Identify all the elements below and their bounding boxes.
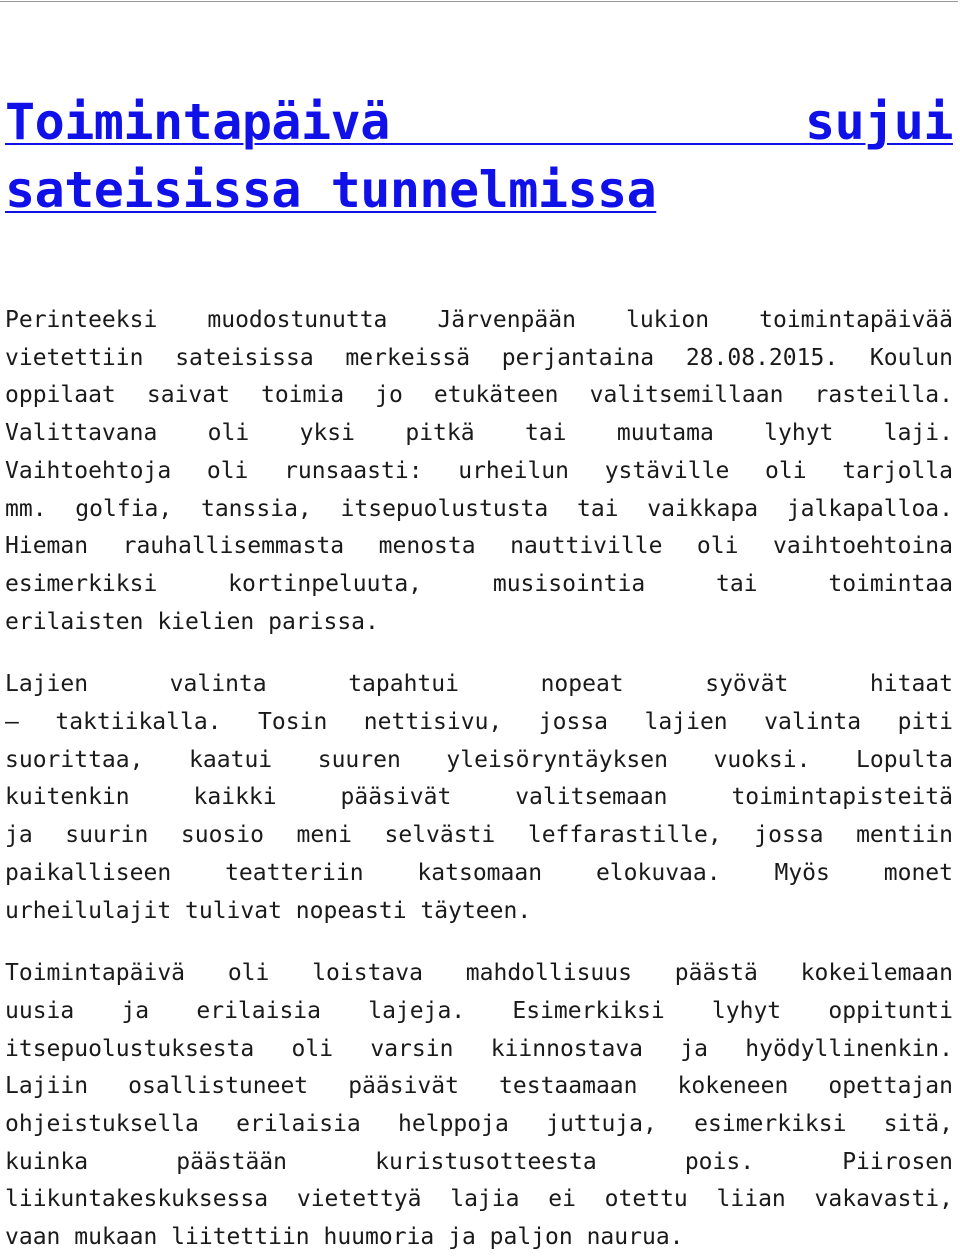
article-title-link[interactable] xyxy=(5,88,953,224)
article xyxy=(5,88,953,1257)
paragraph-line: erilaisten kielien parissa. xyxy=(5,608,379,635)
paragraph-2 xyxy=(5,666,953,930)
paragraph-3 xyxy=(5,955,953,1257)
paragraph-line: Lajien valinta tapahtui nopeat syövät hitaat xyxy=(5,671,953,698)
paragraph-line: paikalliseen teatteriin katsomaan elokuvaa. Myös monet xyxy=(5,859,953,886)
title-line-1[interactable]: Toimintapäivä sujui xyxy=(5,93,953,151)
top-divider xyxy=(0,1,958,2)
paragraph-line: Valittavana oli yksi pitkä tai muutama lyhyt laji. xyxy=(5,420,953,447)
paragraph-line: Lajiin osallistuneet pääsivät testaamaan kokeneen opettajan xyxy=(5,1073,953,1100)
title-line-2[interactable]: sateisissa tunnelmissa xyxy=(5,161,657,219)
paragraph-line: oppilaat saivat toimia jo etukäteen valitsemillaan rasteilla. xyxy=(5,382,953,409)
paragraph-line: kuinka päästään kuristusotteesta pois. Piirosen xyxy=(5,1148,953,1175)
paragraph-line: vietettiin sateisissa merkeissä perjantaina 28.08.2015. Koulun xyxy=(5,344,953,371)
paragraph-line: suorittaa, kaatui suuren yleisöryntäyksen vuoksi. Lopulta xyxy=(5,746,953,773)
paragraph-line: Hieman rauhallisemmasta menosta nauttiville oli vaihtoehtoina xyxy=(5,533,953,560)
paragraph-line: Toimintapäivä oli loistava mahdollisuus päästä kokeilemaan xyxy=(5,960,953,987)
paragraph-line: Vaihtoehtoja oli runsaasti: urheilun ystäville oli tarjolla xyxy=(5,457,953,484)
paragraph-line: liikuntakeskuksessa vietettyä lajia ei otettu liian vakavasti, xyxy=(5,1186,953,1213)
paragraph-line: Perinteeksi muodostunutta Järvenpään lukion toimintapäivää xyxy=(5,307,953,333)
paragraph-line: itsepuolustuksesta oli varsin kiinnostava ja hyödyllinenkin. xyxy=(5,1035,953,1062)
paragraph-line: kuitenkin kaikki pääsivät valitsemaan toimintapisteitä xyxy=(5,784,953,811)
paragraph-line: uusia ja erilaisia lajeja. Esimerkiksi lyhyt oppitunti xyxy=(5,997,953,1024)
paragraph-line: – taktiikalla. Tosin nettisivu, jossa lajien valinta piti xyxy=(5,709,953,736)
paragraph-line: ohjeistuksella erilaisia helppoja juttuja, esimerkiksi sitä, xyxy=(5,1111,953,1138)
paragraph-1 xyxy=(5,302,953,641)
paragraph-line: esimerkiksi kortinpeluuta, musisointia tai toimintaa xyxy=(5,570,953,597)
paragraph-line: vaan mukaan liitettiin huumoria ja paljon naurua. xyxy=(5,1224,684,1251)
paragraph-line: urheilulajit tulivat nopeasti täyteen. xyxy=(5,897,532,924)
paragraph-line: mm. golfia, tanssia, itsepuolustusta tai vaikkapa jalkapalloa. xyxy=(5,495,953,522)
paragraph-line: ja suurin suosio meni selvästi leffarastille, jossa mentiin xyxy=(5,822,953,849)
